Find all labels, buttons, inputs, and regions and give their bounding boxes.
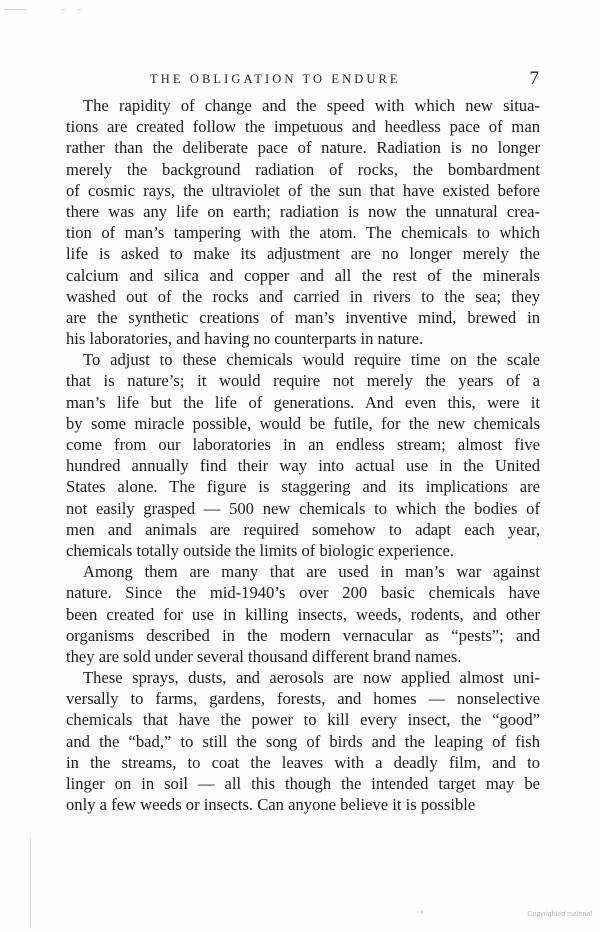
text-line: States alone. The figure is staggering and its implications are [66, 477, 540, 497]
text-line: calcium and silica and copper and all the rest of the minerals [66, 265, 540, 285]
text-line: organisms described in the modern vernacular as “pests”; and [66, 625, 540, 645]
text-line: These sprays, dusts, and aerosols are now applied almost uni- [83, 668, 540, 688]
text-line: The rapidity of change and the speed with which new situa- [83, 96, 540, 115]
text-line: chemicals that have the power to kill every insect, the “good” [66, 710, 540, 730]
scan-mark [62, 9, 65, 10]
text-line: of cosmic rays, the ultraviolet of the sun that have existed before [66, 180, 540, 200]
paragraph [66, 95, 540, 349]
scan-speck [421, 911, 423, 913]
text-line: chemicals totally outside the limits of biologic experience. [66, 540, 455, 560]
paragraph [66, 349, 540, 561]
scan-mark [4, 9, 26, 10]
scan-mark [78, 9, 81, 10]
paragraph [66, 667, 540, 815]
copyright-notice: Copyrighted material [527, 911, 592, 918]
scan-mark [30, 838, 31, 928]
running-title: THE OBLIGATION TO ENDURE [150, 72, 401, 86]
text-line: and the “bad,” to still the song of birds and the leaping of fish [66, 731, 540, 751]
text-line: tion of man’s tampering with the atom. The chemicals to which [66, 223, 540, 243]
text-line: hundred annually find their way into actual use in the United [66, 456, 540, 476]
body-text [66, 95, 540, 815]
text-line: his laboratories, and having no counterparts in nature. [66, 329, 424, 349]
text-line: by some miracle possible, would be futile, for the new chemicals [66, 413, 540, 433]
text-line: that is nature’s; it would require not merely the years of a [66, 371, 540, 391]
text-line: come from our laboratories in an endless stream; almost five [66, 435, 540, 454]
text-line: To adjust to these chemicals would require time on the scale [83, 350, 540, 370]
page-number: 7 [529, 68, 539, 89]
text-line: Among them are many that are used in man’s war against [83, 562, 540, 582]
text-line: merely the background radiation of rocks, the bombardment [66, 159, 540, 179]
text-line: man’s life but the life of generations. And even this, were it [66, 392, 540, 412]
text-line: versally to farms, gardens, forests, and homes — nonselective [66, 689, 540, 709]
text-line: washed out of the rocks and carried in rivers to the sea; they [66, 286, 540, 306]
text-line: in the streams, to coat the leaves with a deadly film, and to [66, 752, 540, 772]
text-line: not easily grasped — 500 new chemicals to which the bodies of [66, 498, 540, 518]
paragraph [66, 561, 540, 667]
text-line: men and animals are required somehow to adapt each year, [66, 519, 540, 539]
running-header [66, 70, 540, 94]
text-line: there was any life on earth; radiation is now the unnatural crea- [66, 201, 540, 221]
text-line: linger on in soil — all this though the intended target may be [66, 774, 540, 793]
text-line: life is asked to make its adjustment are no longer merely the [66, 244, 540, 264]
text-line: rather than the deliberate pace of nature. Radiation is no longer [66, 138, 540, 158]
text-line: tions are created follow the impetuous and heedless pace of man [66, 117, 540, 137]
text-line: only a few weeds or insects. Can anyone believe it is possible [66, 795, 476, 815]
text-line: nature. Since the mid-1940’s over 200 basic chemicals have [66, 583, 540, 603]
text-line: are the synthetic creations of man’s inventive mind, brewed in [66, 307, 540, 327]
text-line: they are sold under several thousand different brand names. [66, 646, 462, 666]
text-line: been created for use in killing insects, weeds, rodents, and other [66, 604, 540, 624]
